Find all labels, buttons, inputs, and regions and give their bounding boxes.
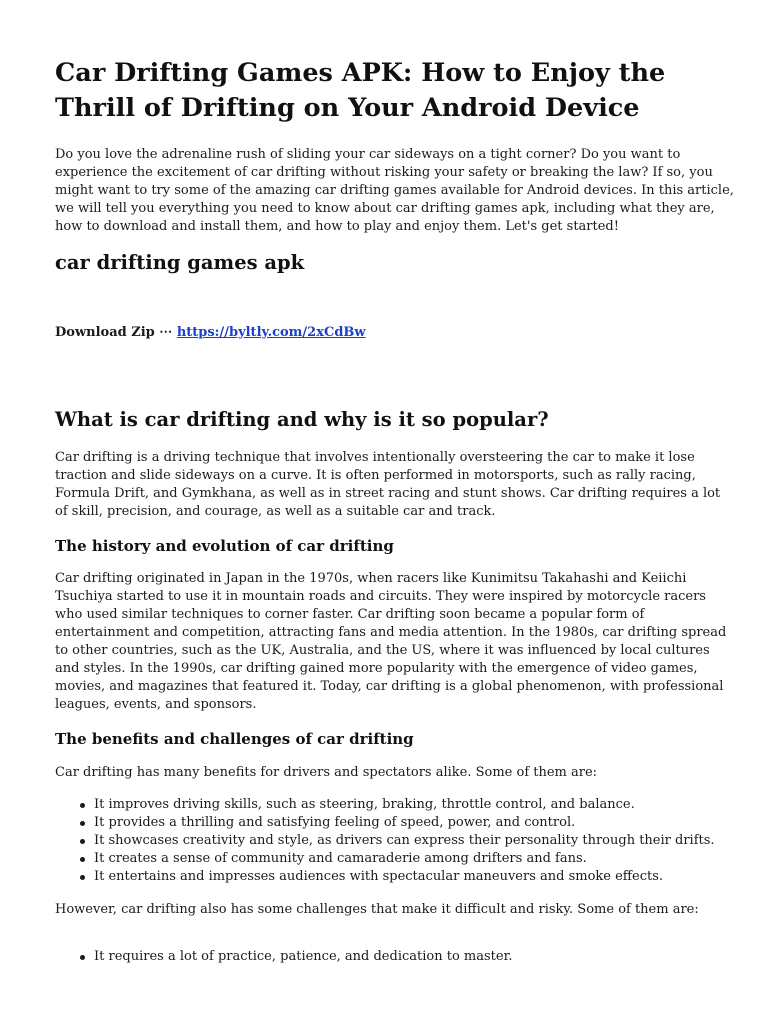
article-title: Car Drifting Games APK: How to Enjoy the Thrill of Drifting on Your Android Device [55,58,666,123]
section-what-paragraph: Car drifting is a driving technique that involves intentionally oversteering the car to make it lose traction and slide sideways on a curve. It is often performed in motorsports, such as rally racing, Formula Drift, and Gymkhana, as well as in street racing and stunt shows. Car drifting requires a lot of skill, precision, and courage, as well as a suitable car and track. [55,450,721,519]
keyword-heading: car drifting games apk [55,251,305,274]
section-what-heading: What is car drifting and why is it so popular? [55,408,549,431]
list-item: It requires a lot of practice, patience, and dedication to master. [94,948,770,966]
section-benefits-heading: The benefits and challenges of car drifting [55,730,414,748]
section-history-heading: The history and evolution of car drifting [55,537,394,555]
list-item: It entertains and impresses audiences with spectacular maneuvers and smoke effects. [94,868,770,886]
challenges-list [55,948,770,966]
benefits-list [55,796,770,886]
intro-paragraph: Do you love the adrenaline rush of sliding your car sideways on a tight corner? Do you want to experience the excitement of car drifting without risking your safety or breaking the law? If so, you might want to try some of the amazing car drifting games available for Android devices. In this article, we will tell you everything you need to know about car drifting games apk, including what they are, how to download and install them, and how to play and enjoy them. Let's get started! [55,147,734,234]
download-link[interactable]: https://byltly.com/2xCdBw [176,325,366,340]
benefits-intro: Car drifting has many benefits for drivers and spectators alike. Some of them are: [55,765,598,780]
list-item: It showcases creativity and style, as drivers can express their personality through their drifts. [94,832,770,850]
download-line [55,324,366,342]
list-item: It creates a sense of community and camaraderie among drifters and fans. [94,850,770,868]
list-item: It provides a thrilling and satisfying feeling of speed, power, and control. [94,814,770,832]
section-history-paragraph: Car drifting originated in Japan in the 1970s, when racers like Kunimitsu Takahashi and Keiichi Tsuchiya started to use it in mountain roads and circuits. They were inspired by motorcycle racers who used similar techniques to corner faster. Car drifting soon became a popular form of entertainment and competition, attracting fans and media attention. In the 1980s, car drifting spread to other countries, such as the UK, Australia, and the US, where it was influenced by local cultures and styles. In the 1990s, car drifting gained more popularity with the emergence of video games, movies, and magazines that featured it. Today, car drifting is a global phenomenon, with professional leagues, events, and sponsors. [55,571,727,712]
challenges-intro: However, car drifting also has some challenges that make it difficult and risky. Some of them are: [55,902,699,917]
list-item: It improves driving skills, such as steering, braking, throttle control, and balance. [94,796,770,814]
download-label: Download Zip ⋯ [55,325,173,340]
